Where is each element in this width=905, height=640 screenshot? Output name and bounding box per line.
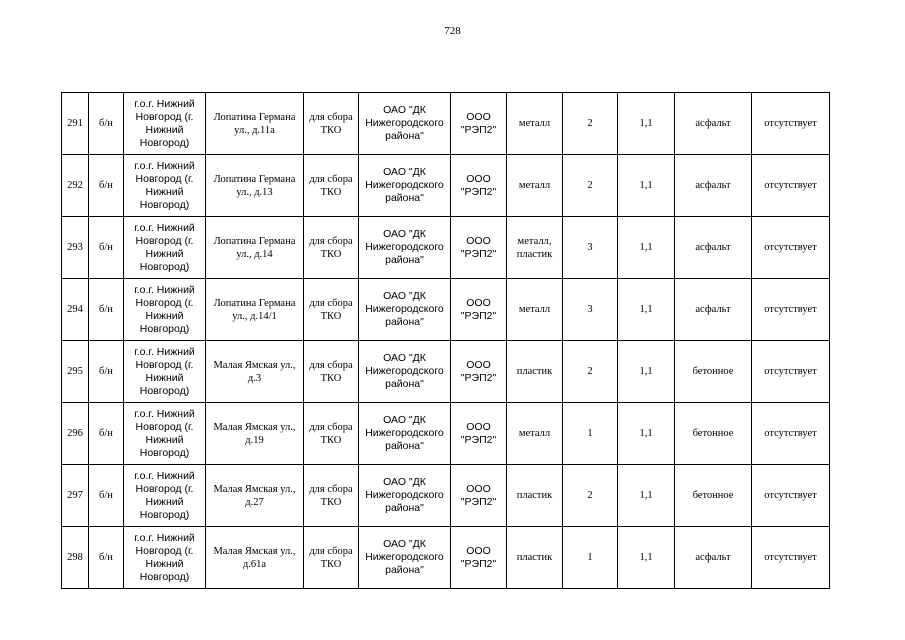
material-cell-text: металл, пластик — [516, 235, 553, 260]
locality-cell-text: г.о.г. Нижний Новгород (г. Нижний Новгород) — [134, 345, 195, 397]
container-volume-cell — [618, 403, 675, 465]
fence-cell-text: отсутствует — [764, 552, 817, 563]
table-row — [62, 217, 830, 279]
surface-type-cell-text: бетонное — [692, 366, 734, 377]
surface-type-cell — [675, 341, 752, 403]
locality-cell — [124, 279, 206, 341]
purpose-cell-text: для сбора ТКО — [309, 173, 353, 198]
sign-cell — [89, 279, 124, 341]
material-cell — [507, 155, 563, 217]
surface-type-cell-text: асфальт — [695, 304, 731, 315]
address-cell-text: Малая Ямская ул., д.27 — [213, 483, 296, 508]
address-cell — [206, 527, 304, 589]
container-count-cell-text: 2 — [587, 180, 593, 191]
row-number-cell-text: 292 — [67, 180, 83, 191]
operator-cell-text: ООО "РЭП2" — [460, 544, 497, 570]
container-volume-cell — [618, 465, 675, 527]
table-row — [62, 527, 830, 589]
page-number: 728 — [444, 25, 461, 37]
container-count-cell-text: 3 — [587, 242, 593, 253]
container-count-cell-text: 1 — [587, 428, 593, 439]
fence-cell-text: отсутствует — [764, 242, 817, 253]
locality-cell-text: г.о.г. Нижний Новгород (г. Нижний Новгород) — [134, 97, 195, 149]
fence-cell — [752, 217, 830, 279]
fence-cell-text: отсутствует — [764, 118, 817, 129]
fence-cell — [752, 465, 830, 527]
address-cell — [206, 155, 304, 217]
operator-cell-text: ООО "РЭП2" — [460, 110, 497, 136]
locality-cell-text: г.о.г. Нижний Новгород (г. Нижний Новгород) — [134, 407, 195, 459]
container-count-cell-text: 3 — [587, 304, 593, 315]
surface-type-cell — [675, 279, 752, 341]
purpose-cell-text: для сбора ТКО — [309, 111, 353, 136]
row-number-cell-text: 295 — [67, 366, 83, 377]
locality-cell-text: г.о.г. Нижний Новгород (г. Нижний Новгород) — [134, 221, 195, 273]
row-number-cell-text: 293 — [67, 242, 83, 253]
sign-cell-text: б/н — [99, 304, 113, 315]
container-volume-cell-text: 1,1 — [639, 552, 653, 563]
table-row — [62, 403, 830, 465]
operator-cell-text: ООО "РЭП2" — [460, 482, 497, 508]
sign-cell-text: б/н — [99, 180, 113, 191]
material-cell-text: металл — [518, 428, 551, 439]
sign-cell — [89, 93, 124, 155]
locality-cell — [124, 341, 206, 403]
owner-cell — [359, 217, 451, 279]
owner-cell-text: ОАО "ДК Нижегородского района" — [365, 538, 444, 576]
container-count-cell — [563, 403, 618, 465]
container-count-cell — [563, 155, 618, 217]
address-cell — [206, 279, 304, 341]
sign-cell — [89, 465, 124, 527]
row-number-cell-text: 297 — [67, 490, 83, 501]
sign-cell-text: б/н — [99, 552, 113, 563]
owner-cell — [359, 403, 451, 465]
operator-cell — [451, 527, 507, 589]
surface-type-cell — [675, 155, 752, 217]
row-number-cell-text: 291 — [67, 118, 83, 129]
fence-cell-text: отсутствует — [764, 490, 817, 501]
table-row — [62, 93, 830, 155]
address-cell-text: Малая Ямская ул., д.19 — [213, 421, 296, 446]
purpose-cell-text: для сбора ТКО — [309, 545, 353, 570]
row-number-cell — [62, 155, 89, 217]
material-cell — [507, 403, 563, 465]
fence-cell — [752, 341, 830, 403]
table-row — [62, 465, 830, 527]
address-cell-text: Лопатина Германа ул., д.13 — [213, 173, 296, 198]
operator-cell-text: ООО "РЭП2" — [460, 234, 497, 260]
row-number-cell — [62, 465, 89, 527]
container-volume-cell — [618, 279, 675, 341]
material-cell — [507, 341, 563, 403]
sign-cell-text: б/н — [99, 490, 113, 501]
owner-cell — [359, 155, 451, 217]
container-volume-cell-text: 1,1 — [639, 242, 653, 253]
sign-cell — [89, 341, 124, 403]
container-count-cell — [563, 465, 618, 527]
container-volume-cell-text: 1,1 — [639, 366, 653, 377]
fence-cell-text: отсутствует — [764, 428, 817, 439]
purpose-cell — [304, 155, 359, 217]
purpose-cell — [304, 217, 359, 279]
purpose-cell-text: для сбора ТКО — [309, 235, 353, 260]
container-count-cell-text: 2 — [587, 490, 593, 501]
operator-cell — [451, 341, 507, 403]
address-cell-text: Лопатина Германа ул., д.14/1 — [213, 297, 296, 322]
sign-cell-text: б/н — [99, 428, 113, 439]
table-row — [62, 341, 830, 403]
surface-type-cell-text: бетонное — [692, 490, 734, 501]
purpose-cell — [304, 403, 359, 465]
row-number-cell — [62, 341, 89, 403]
locality-cell-text: г.о.г. Нижний Новгород (г. Нижний Новгород) — [134, 159, 195, 211]
row-number-cell — [62, 217, 89, 279]
container-count-cell — [563, 527, 618, 589]
operator-cell — [451, 155, 507, 217]
fence-cell-text: отсутствует — [764, 304, 817, 315]
row-number-cell — [62, 403, 89, 465]
container-count-cell — [563, 217, 618, 279]
table-body — [62, 93, 830, 589]
operator-cell-text: ООО "РЭП2" — [460, 358, 497, 384]
sign-cell-text: б/н — [99, 118, 113, 129]
owner-cell-text: ОАО "ДК Нижегородского района" — [365, 166, 444, 204]
surface-type-cell-text: асфальт — [695, 552, 731, 563]
operator-cell — [451, 465, 507, 527]
surface-type-cell — [675, 465, 752, 527]
locality-cell — [124, 217, 206, 279]
material-cell — [507, 93, 563, 155]
purpose-cell-text: для сбора ТКО — [309, 297, 353, 322]
material-cell — [507, 527, 563, 589]
locality-cell — [124, 93, 206, 155]
purpose-cell — [304, 341, 359, 403]
container-volume-cell — [618, 217, 675, 279]
sign-cell-text: б/н — [99, 242, 113, 253]
container-count-cell-text: 1 — [587, 552, 593, 563]
table-row — [62, 155, 830, 217]
owner-cell — [359, 93, 451, 155]
surface-type-cell-text: бетонное — [692, 428, 734, 439]
container-count-cell — [563, 279, 618, 341]
address-cell-text: Малая Ямская ул., д.3 — [213, 359, 296, 384]
surface-type-cell-text: асфальт — [695, 242, 731, 253]
container-count-cell — [563, 341, 618, 403]
operator-cell-text: ООО "РЭП2" — [460, 296, 497, 322]
address-cell — [206, 217, 304, 279]
material-cell — [507, 279, 563, 341]
fence-cell-text: отсутствует — [764, 180, 817, 191]
table-row — [62, 279, 830, 341]
container-volume-cell — [618, 527, 675, 589]
fence-cell — [752, 403, 830, 465]
waste-site-table — [61, 92, 830, 589]
material-cell — [507, 465, 563, 527]
address-cell — [206, 341, 304, 403]
material-cell-text: металл — [518, 180, 551, 191]
fence-cell — [752, 93, 830, 155]
fence-cell — [752, 527, 830, 589]
purpose-cell — [304, 527, 359, 589]
sign-cell — [89, 403, 124, 465]
fence-cell — [752, 155, 830, 217]
address-cell-text: Малая Ямская ул., д.61а — [213, 545, 296, 570]
surface-type-cell — [675, 403, 752, 465]
owner-cell — [359, 279, 451, 341]
container-volume-cell-text: 1,1 — [639, 490, 653, 501]
sign-cell — [89, 217, 124, 279]
material-cell-text: пластик — [516, 366, 553, 377]
operator-cell-text: ООО "РЭП2" — [460, 172, 497, 198]
surface-type-cell — [675, 217, 752, 279]
material-cell-text: пластик — [516, 552, 553, 563]
row-number-cell — [62, 279, 89, 341]
fence-cell-text: отсутствует — [764, 366, 817, 377]
owner-cell-text: ОАО "ДК Нижегородского района" — [365, 104, 444, 142]
owner-cell — [359, 465, 451, 527]
operator-cell — [451, 217, 507, 279]
container-volume-cell-text: 1,1 — [639, 428, 653, 439]
owner-cell-text: ОАО "ДК Нижегородского района" — [365, 228, 444, 266]
container-volume-cell-text: 1,1 — [639, 180, 653, 191]
operator-cell — [451, 403, 507, 465]
container-volume-cell-text: 1,1 — [639, 304, 653, 315]
locality-cell-text: г.о.г. Нижний Новгород (г. Нижний Новгород) — [134, 531, 195, 583]
address-cell-text: Лопатина Германа ул., д.14 — [213, 235, 296, 260]
locality-cell-text: г.о.г. Нижний Новгород (г. Нижний Новгород) — [134, 469, 195, 521]
owner-cell — [359, 341, 451, 403]
container-volume-cell — [618, 155, 675, 217]
address-cell — [206, 465, 304, 527]
material-cell-text: металл — [518, 118, 551, 129]
purpose-cell — [304, 93, 359, 155]
sign-cell-text: б/н — [99, 366, 113, 377]
container-count-cell-text: 2 — [587, 118, 593, 129]
row-number-cell — [62, 527, 89, 589]
sign-cell — [89, 527, 124, 589]
container-volume-cell-text: 1,1 — [639, 118, 653, 129]
purpose-cell-text: для сбора ТКО — [309, 483, 353, 508]
locality-cell — [124, 155, 206, 217]
surface-type-cell-text: асфальт — [695, 118, 731, 129]
operator-cell — [451, 93, 507, 155]
purpose-cell-text: для сбора ТКО — [309, 359, 353, 384]
locality-cell — [124, 465, 206, 527]
owner-cell-text: ОАО "ДК Нижегородского района" — [365, 414, 444, 452]
container-count-cell-text: 2 — [587, 366, 593, 377]
material-cell-text: пластик — [516, 490, 553, 501]
row-number-cell-text: 294 — [67, 304, 83, 315]
owner-cell — [359, 527, 451, 589]
address-cell — [206, 403, 304, 465]
address-cell — [206, 93, 304, 155]
sign-cell — [89, 155, 124, 217]
row-number-cell-text: 296 — [67, 428, 83, 439]
owner-cell-text: ОАО "ДК Нижегородского района" — [365, 352, 444, 390]
address-cell-text: Лопатина Германа ул., д.11а — [213, 111, 296, 136]
owner-cell-text: ОАО "ДК Нижегородского района" — [365, 290, 444, 328]
locality-cell — [124, 403, 206, 465]
container-volume-cell — [618, 341, 675, 403]
purpose-cell — [304, 279, 359, 341]
purpose-cell-text: для сбора ТКО — [309, 421, 353, 446]
container-count-cell — [563, 93, 618, 155]
row-number-cell — [62, 93, 89, 155]
container-volume-cell — [618, 93, 675, 155]
operator-cell-text: ООО "РЭП2" — [460, 420, 497, 446]
operator-cell — [451, 279, 507, 341]
locality-cell-text: г.о.г. Нижний Новгород (г. Нижний Новгород) — [134, 283, 195, 335]
locality-cell — [124, 527, 206, 589]
row-number-cell-text: 298 — [67, 552, 83, 563]
fence-cell — [752, 279, 830, 341]
purpose-cell — [304, 465, 359, 527]
material-cell-text: металл — [518, 304, 551, 315]
surface-type-cell — [675, 93, 752, 155]
owner-cell-text: ОАО "ДК Нижегородского района" — [365, 476, 444, 514]
surface-type-cell — [675, 527, 752, 589]
surface-type-cell-text: асфальт — [695, 180, 731, 191]
material-cell — [507, 217, 563, 279]
